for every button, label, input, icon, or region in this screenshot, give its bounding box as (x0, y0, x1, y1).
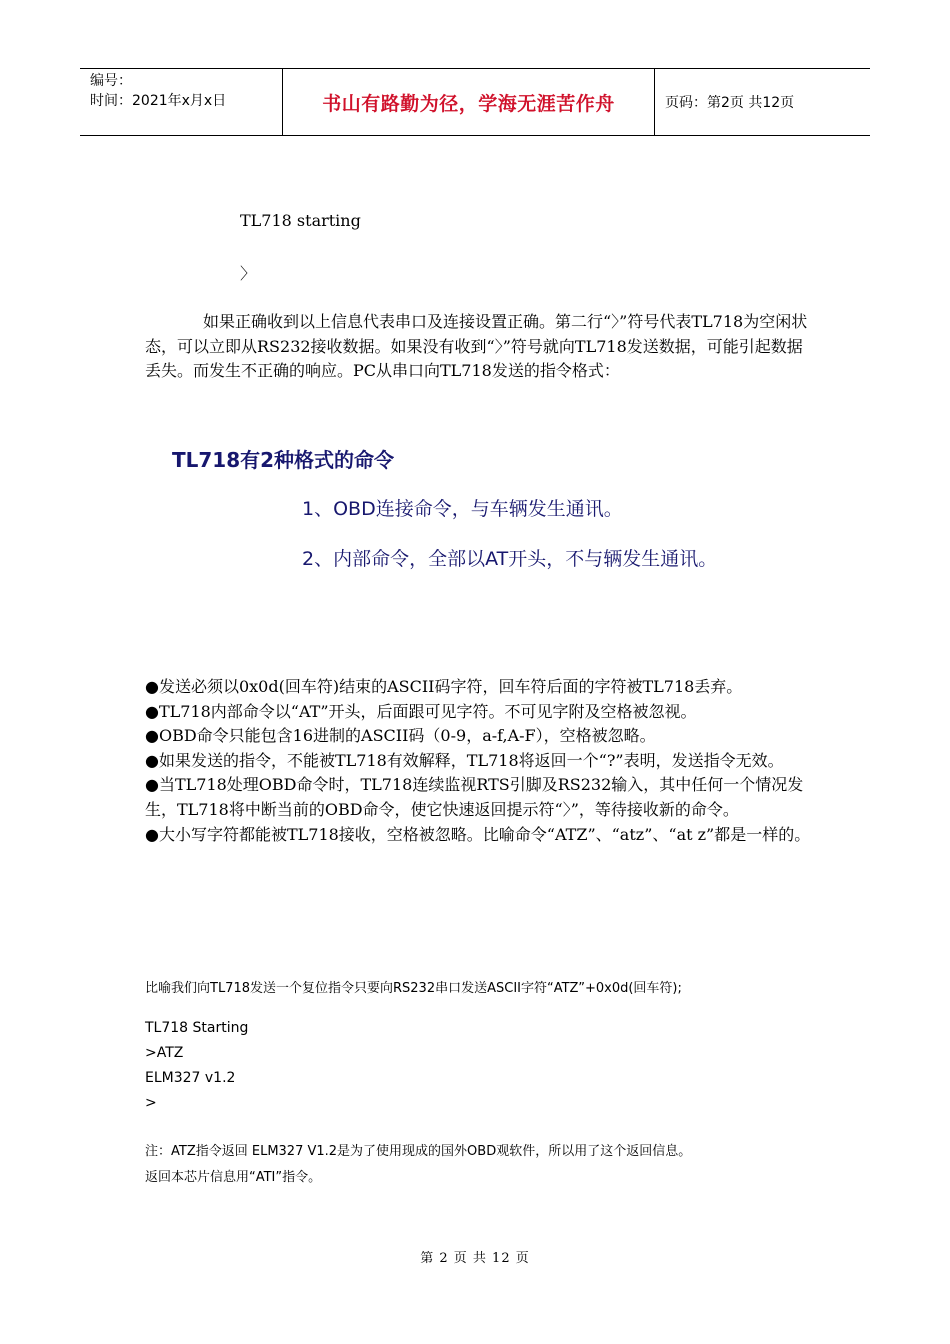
header-page-info: 页码：第2页 共12页 (665, 95, 795, 111)
terminal-example-line: > (145, 1095, 157, 1111)
terminal-example-line: TL718 Starting (145, 1020, 249, 1036)
bullet-item: ●大小写字符都能被TL718接收，空格被忽略。比喻命令“ATZ”、“atz”、“at z”都是一样的。 (145, 824, 811, 844)
header-meta (80, 69, 282, 135)
intro-paragraph (145, 310, 810, 384)
bullet-item: ●如果发送的指令，不能被TL718有效解释，TL718将返回一个“?”表明，发送指令无效。 (145, 750, 784, 770)
note-line-2: 返回本芯片信息用“ATI”指令。 (145, 1170, 322, 1185)
bullet-item: ●TL718内部命令以“AT”开头，后面跟可见字符。不可见字附及空格被忽视。 (145, 701, 697, 721)
terminal-line-starting: TL718 starting (240, 211, 361, 230)
command-type-item-1: 1、OBD连接命令，与车辆发生通讯。 (302, 498, 623, 520)
page-header (80, 68, 870, 136)
bullet-item: ●发送必须以0x0d(回车符)结束的ASCII码字符，回车符后面的字符被TL718丢弃。 (145, 677, 743, 696)
example-intro: 比喻我们向TL718发送一个复位指令只要向RS232串口发送ASCII字符“ATZ”+0x0d(回车符); (145, 981, 682, 996)
header-motto-cell (282, 69, 655, 135)
header-page-cell (655, 69, 870, 135)
command-type-item-2: 2、内部命令，全部以AT开头，不与辆发生通讯。 (302, 548, 718, 570)
intro-paragraph-text: 如果正确收到以上信息代表串口及连接设置正确。第二行“〉”符号代表TL718为空闲状态，可以立即从RS232接收数据。如果没有收到“〉”符号就向TL718发送数据，可能引起数据丢失。而发生不正确的响应。PC从串口向TL718发送的指令格式： (145, 312, 808, 380)
doc-number-label: 编号： (90, 73, 132, 89)
terminal-example-line: >ATZ (145, 1045, 184, 1061)
section-heading: TL718有2种格式的命令 (172, 448, 395, 472)
bullet-list (145, 675, 815, 847)
doc-date: 时间：2021年x月x日 (90, 93, 227, 109)
header-motto: 书山有路勤为径，学海无涯苦作舟 (322, 92, 615, 115)
bullet-item: ●当TL718处理OBD命令时，TL718连续监视RTS引脚及RS232输入，其中任何一个情况发生，TL718将中断当前的OBD命令，使它快速返回提示符“〉”，等待接收新的命令。 (145, 775, 804, 819)
terminal-line-prompt: 〉 (240, 264, 257, 283)
page-footer: 第 2 页 共 12 页 (420, 1251, 530, 1266)
terminal-example-line: ELM327 v1.2 (145, 1070, 236, 1086)
note-line-1: 注：ATZ指令返回 ELM327 V1.2是为了使用现成的国外OBD观软件，所以用了这个返回信息。 (145, 1144, 692, 1159)
bullet-item: ●OBD命令只能包含16进制的ASCII码（0-9，a-f,A-F），空格被忽略。 (145, 726, 656, 746)
